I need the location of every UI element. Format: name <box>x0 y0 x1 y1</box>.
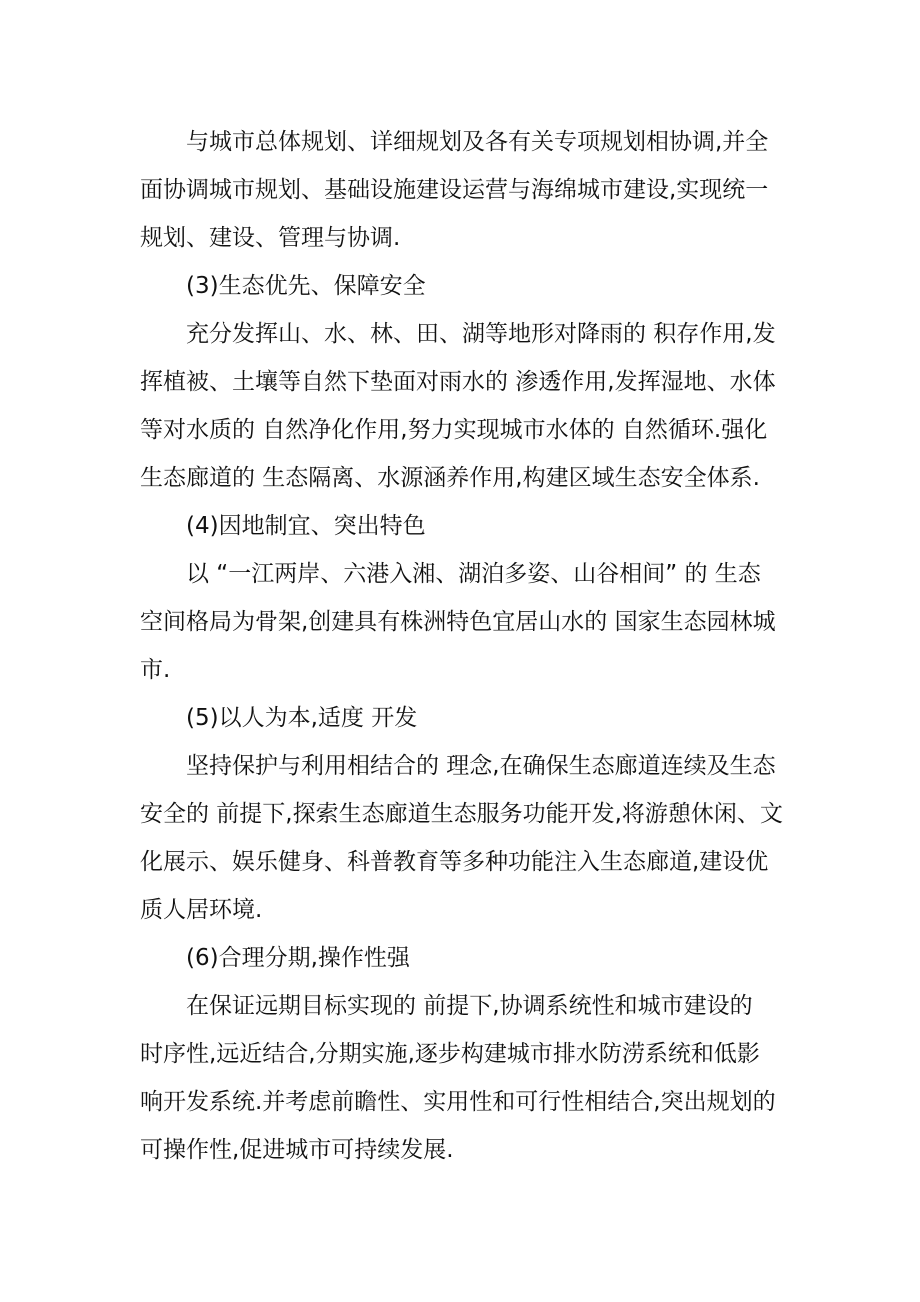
section-heading-3: (3)生态优先、保障安全 <box>186 273 426 299</box>
text-line: 生态廊道的 生态隔离、水源涵养作用,构建区域生态安全体系. <box>140 465 760 491</box>
text-line: 与城市总体规划、详细规划及各有关专项规划相协调,并全 <box>186 129 769 155</box>
text-line: 规划、建设、管理与协调. <box>140 225 401 251</box>
text-line: 空间格局为骨架,创建具有株洲特色宜居山水的 国家生态园林城 <box>140 609 776 635</box>
text-line: 安全的 前提下,探索生态廊道生态服务功能开发,将游憩休闲、文 <box>140 801 783 827</box>
section-heading-4: (4)因地制宜、突出特色 <box>186 513 426 539</box>
text-line: 充分发挥山、水、林、田、湖等地形对降雨的 积存作用,发 <box>186 321 776 347</box>
text-line: 市. <box>140 657 171 683</box>
text-line: 化展示、娱乐健身、科普教育等多种功能注入生态廊道,建设优 <box>140 849 769 875</box>
section-heading-5: (5)以人为本,适度 开发 <box>186 705 418 731</box>
section-heading-6: (6)合理分期,操作性强 <box>186 945 410 971</box>
text-line: 在保证远期目标实现的 前提下,协调系统性和城市建设的 <box>186 993 753 1019</box>
text-line: 响开发系统.并考虑前瞻性、实用性和可行性相结合,突出规划的 <box>140 1089 776 1115</box>
text-line: 坚持保护与利用相结合的 理念,在确保生态廊道连续及生态 <box>186 753 776 779</box>
text-line: 可操作性,促进城市可持续发展. <box>140 1137 454 1163</box>
text-line: 以 “一江两岸、六港入湘、湖泊多姿、山谷相间” 的 生态 <box>186 561 761 587</box>
text-line: 等对水质的 自然净化作用,努力实现城市水体的 自然循环.强化 <box>140 417 768 443</box>
text-line: 面协调城市规划、基础设施建设运营与海绵城市建设,实现统一 <box>140 177 769 203</box>
document-body <box>140 118 788 1174</box>
text-line: 质人居环境. <box>140 897 263 923</box>
text-line: 挥植被、土壤等自然下垫面对雨水的 渗透作用,发挥湿地、水体 <box>140 369 776 395</box>
text-line: 时序性,远近结合,分期实施,逐步构建城市排水防涝系统和低影 <box>140 1041 760 1067</box>
